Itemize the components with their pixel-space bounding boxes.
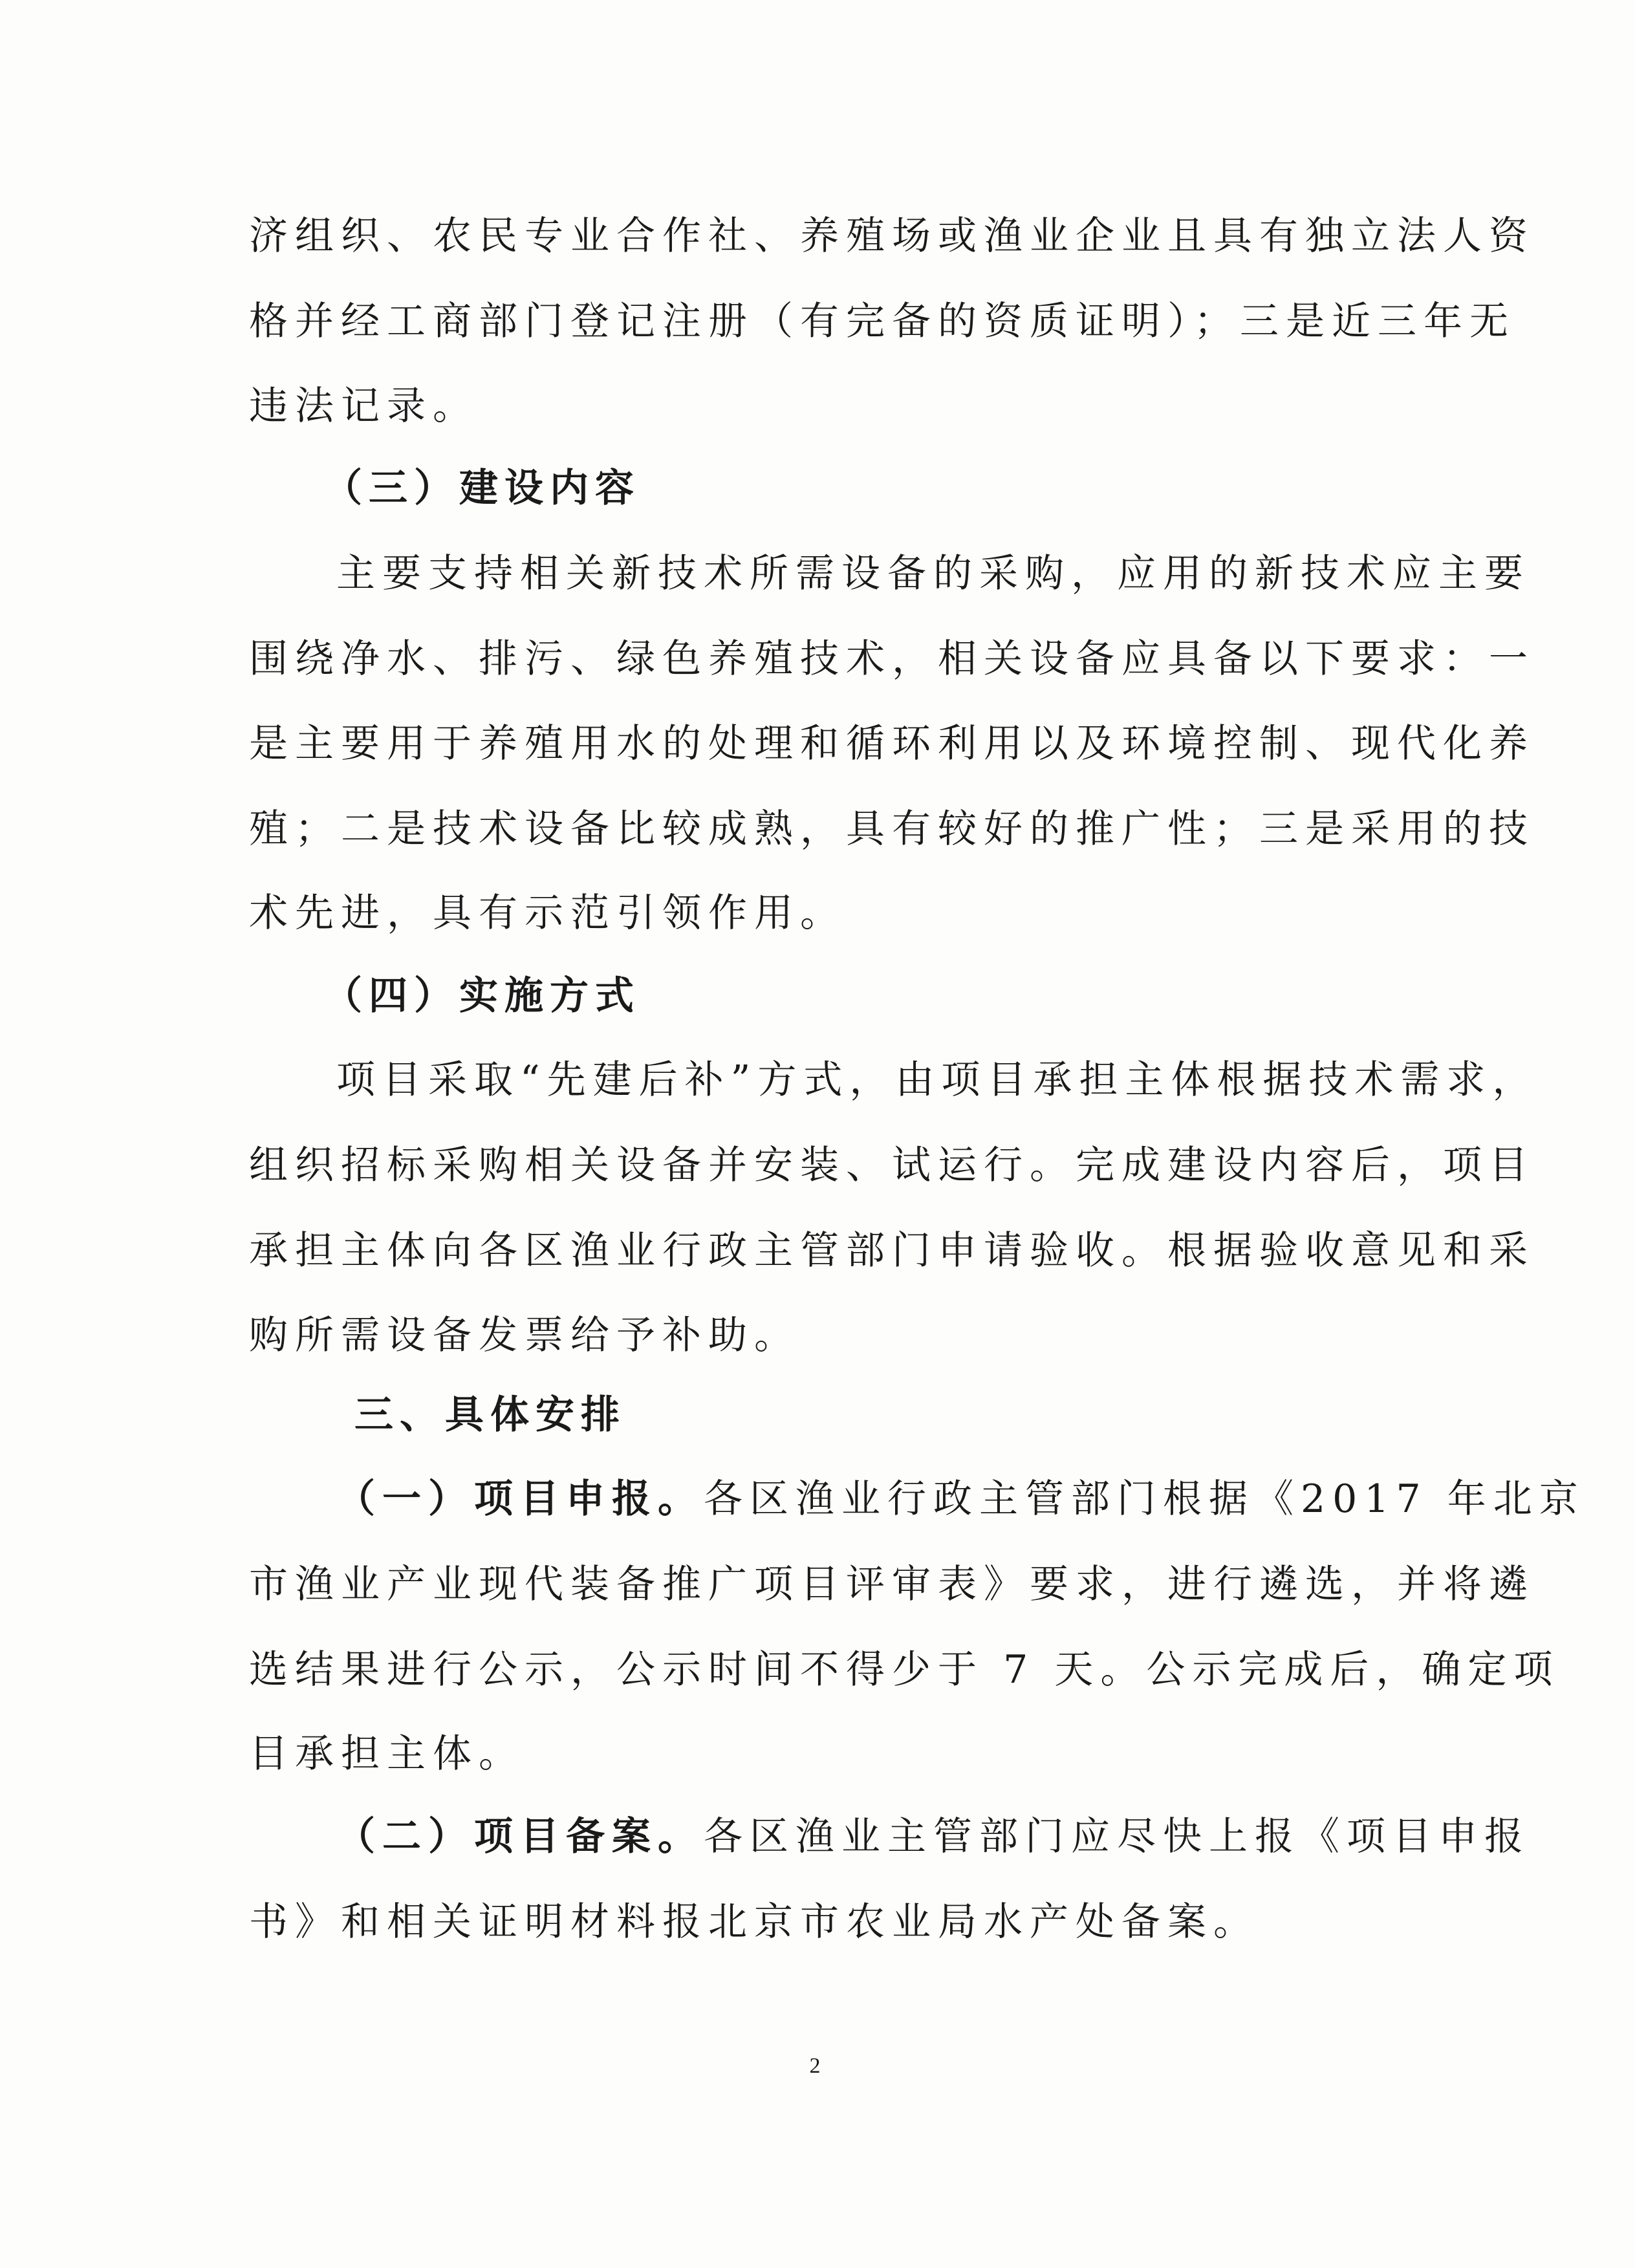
section-heading-construction-content: （三）建设内容 xyxy=(323,466,640,511)
paragraph-line: 购所需设备发票给予补助。 xyxy=(249,1313,800,1358)
paragraph-line: 济组织、农民专业合作社、养殖场或渔业企业且具有独立法人资 xyxy=(249,213,1535,259)
paragraph-line: 项目采取“先建后补”方式，由项目承担主体根据技术需求， xyxy=(336,1057,1539,1103)
paragraph-line: 殖；二是技术设备比较成熟，具有较好的推广性；三是采用的技 xyxy=(249,806,1535,852)
paragraph-line: 主要支持相关新技术所需设备的采购，应用的新技术应主要 xyxy=(336,551,1530,596)
item-lead-project-filing: （二）项目备案。 xyxy=(336,1814,704,1859)
paragraph-line: 组织招标采购相关设备并安装、试运行。完成建设内容后，项目 xyxy=(249,1143,1535,1188)
item-project-application-first-line xyxy=(336,1473,1585,1525)
item-text: 各区渔业行政主管部门根据《2017 年北京 xyxy=(704,1476,1585,1522)
item-project-filing-first-line xyxy=(336,1811,1530,1863)
paragraph-line: 术先进，具有示范引领作用。 xyxy=(249,891,846,936)
paragraph-line: 违法记录。 xyxy=(249,383,479,429)
paragraph-line: 书》和相关证明材料报北京市农业局水产处备案。 xyxy=(249,1899,1259,1945)
section-heading-implementation: （四）实施方式 xyxy=(323,973,640,1019)
paragraph-line: 是主要用于养殖用水的处理和循环利用以及环境控制、现代化养 xyxy=(249,721,1535,766)
paragraph-line: 承担主体向各区渔业行政主管部门申请验收。根据验收意见和采 xyxy=(249,1228,1535,1273)
paragraph-line: 市渔业产业现代装备推广项目评审表》要求，进行遴选，并将遴 xyxy=(249,1562,1535,1607)
item-lead-project-application: （一）项目申报。 xyxy=(336,1476,704,1522)
part-heading-specific-arrangements: 三、具体安排 xyxy=(354,1392,626,1438)
paragraph-line: 围绕净水、排污、绿色养殖技术，相关设备应具备以下要求：一 xyxy=(249,636,1535,682)
page-number: 2 xyxy=(809,2054,821,2078)
item-text: 各区渔业主管部门应尽快上报《项目申报 xyxy=(704,1814,1530,1859)
paragraph-line: 格并经工商部门登记注册（有完备的资质证明）；三是近三年无 xyxy=(249,299,1515,344)
paragraph-line: 选结果进行公示，公示时间不得少于 7 天。公示完成后，确定项 xyxy=(249,1647,1560,1692)
paragraph-line: 目承担主体。 xyxy=(249,1731,525,1777)
